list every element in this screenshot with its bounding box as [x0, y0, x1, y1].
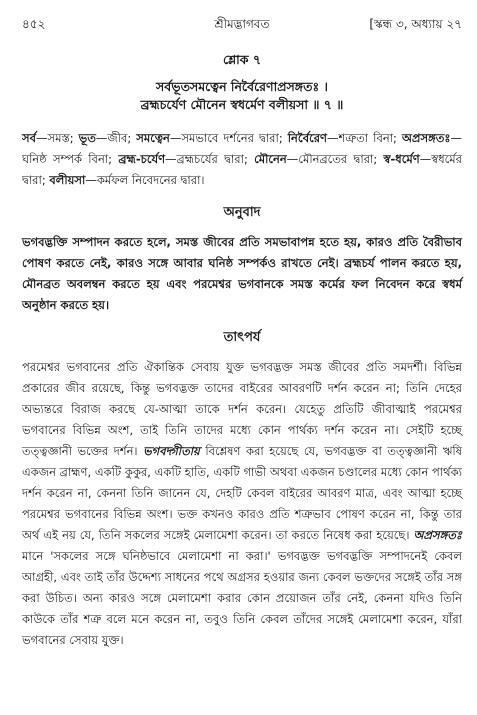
book-title: শ্রীমদ্ভাগবত [214, 17, 270, 31]
synonym-meaning: —জীব; [95, 131, 137, 145]
synonym-term: ব্রহ্ম-চর্যেণ [118, 152, 166, 166]
synonym-term: মৌনেন [254, 152, 287, 166]
synonym-meaning: —ব্রহ্মচর্যের দ্বারা; [165, 152, 255, 166]
verse-text [22, 78, 462, 114]
purport-title: তাৎপর্য [223, 330, 261, 345]
page-number: ৪৫২ [22, 17, 46, 31]
purport-text [22, 357, 462, 651]
verse-line-1: সর্বভূতসমত্বেন নির্বৈরেণাপ্রসঙ্গতঃ । [156, 79, 328, 94]
purport-segment: বিশ্লেষণ করা হয়েছে যে, ভগবদ্ভক্ত বা তত্ত্বজ্ঞানী ঋষি একজন ব্রাহ্মণ, একটি কুকুর, একটি হাতি, একটি গাভী অথবা একজন চণ্ডালের মধ্যে কোন পার্থক্য দর্শন করেন না, কেননা তিনি জানেন যে, দেহটি কেবল বাইরের আবরণ মাত্র, এবং আত্মা হচ্ছে পরমেশ্বর ভগবানের বিভিন্ন অংশ। ভক্ত কখনও কারও প্রতি শত্রুভাব পোষণ করেন না, কিন্তু তার অর্থ এই নয় যে, তিনি সকলের সঙ্গেই মেলামেশা করেন। তা করতে নিষেধ করা হয়েছে। [22, 444, 462, 542]
synonym-term: অপ্রসঙ্গতঃ [401, 131, 451, 145]
synonym-meaning: —ঘনিষ্ঠ সম্পর্ক বিনা; [22, 131, 462, 166]
synonym-term: বলীয়সা [49, 173, 86, 187]
word-synonyms [22, 128, 462, 191]
synonym-meaning: —কর্মফল নিবেদনের দ্বারা। [85, 173, 205, 187]
purport-emphasis: ভগবদ্গীতায় [143, 444, 200, 458]
synonym-meaning: —সমভাবে দর্শনের দ্বারা; [169, 131, 288, 145]
verse-line-2: ব্রহ্মচর্যেণ মৌনেন স্বধর্মেণ বলীয়সা ॥ ৭ ॥ [140, 97, 344, 112]
verse-heading: শ্লোক ৭ [222, 52, 262, 67]
page-header [22, 14, 462, 34]
translation-text: ভগবদ্ভক্তি সম্পাদন করতে হলে, সমস্ত জীবের প্রতি সমভাবাপন্ন হতে হয়, কারও প্রতি বৈরীভাব পোষণ করতে নেই, কারও সঙ্গে আবার ঘনিষ্ঠ সম্পর্কও রাখতে নেই। ব্রহ্মচর্য পালন করতে হয়, মৌনব্রত অবলম্বন করতে হয় এবং পরমেশ্বর ভগবানকে সমস্ত কর্মের ফল নিবেদন করে স্বধর্ম অনুষ্ঠান করতে হয়। [22, 235, 462, 312]
purport-paragraph [22, 357, 462, 651]
synonym-term: সর্ব [22, 131, 36, 145]
translation-title: অনুবাদ [223, 205, 261, 220]
synonym-term: ভূত [78, 131, 96, 145]
purport-segment: পরমেশ্বর ভগবানের প্রতি ঐকান্তিক সেবায় যুক্ত ভগবদ্ভক্ত সমস্ত জীবের প্রতি সমদর্শী। বিভিন্ন প্রকারের জীব রয়েছে, কিন্তু ভগবদ্ভক্ত তাদের বাইরের আবরণটি দর্শন করেন না; তিনি দেহের অভ্যন্তরে বিরাজ করছে যে-আত্মা তাকে দর্শন করেন। যেহেতু প্রতিটি জীবাত্মাই পরমেশ্বর ভগবানের বিভিন্ন অংশ, তাই তিনি তাদের মধ্যে কোন পার্থক্য দর্শন করেন না। সেইটি হচ্ছে তত্ত্বজ্ঞানী ভক্তের দর্শন। [22, 360, 462, 458]
purport-emphasis: অপ্রসঙ্গতঃ [413, 528, 462, 542]
chapter-reference: [স্কন্ধ ৩, অধ্যায় ২৭ [369, 17, 462, 31]
synonym-term: সমত্বেন [136, 131, 170, 145]
purport-segment: মানে 'সকলের সঙ্গে ঘনিষ্ঠভাবে মেলামেশা না করা।' ভগবদ্ভক্ত ভগবদ্ভক্তি সম্পাদনেই কেবল আগ্রহী, এবং তাই তাঁর উদ্দেশ্য সাধনের পথে অগ্রসর হওয়ার জন্য কেবল ভক্তদের সঙ্গেই তাঁর সঙ্গ করা উচিত। অন্য কারও সঙ্গে মেলামেশা করার কোন প্রয়োজন তাঁর নেই, কেননা যদিও তিনি কাউকে তাঁর শত্রু বলে মনে করেন না, তবুও তিনি কেবল তাঁদের সঙ্গেই মেলামেশা করেন, যাঁরা ভগবানের সেবায় যুক্ত। [22, 549, 462, 647]
synonym-term: স্ব-ধর্মেণ [383, 152, 420, 166]
synonym-meaning: —স্বধর্মের দ্বারা; [22, 152, 462, 187]
synonym-meaning: —সমস্ত; [36, 131, 79, 145]
synonym-meaning: —শত্রুতা বিনা; [327, 131, 402, 145]
book-page [22, 14, 462, 704]
synonym-term: নির্বৈরেণ [287, 131, 328, 145]
synonym-meaning: —মৌনব্রতের দ্বারা; [286, 152, 384, 166]
